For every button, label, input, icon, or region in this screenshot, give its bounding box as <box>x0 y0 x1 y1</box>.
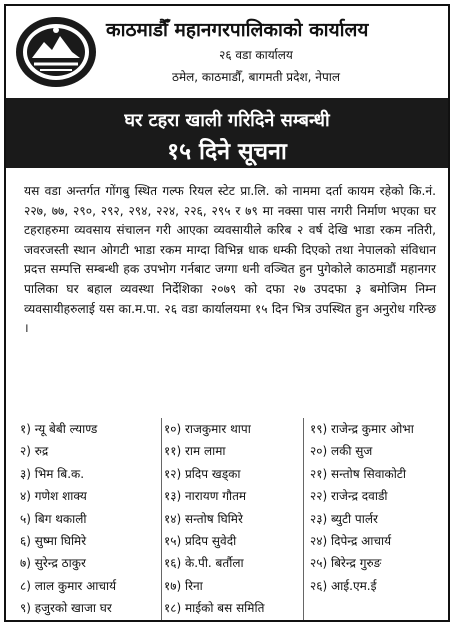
list-item: ११) राम लामा <box>164 440 304 462</box>
office-title: काठमाडौँ महानगरपालिकाको कार्यालय <box>106 19 369 41</box>
notice-banner <box>6 98 448 168</box>
municipality-emblem-icon <box>14 14 98 90</box>
notice-body: यस वडा अन्तर्गत गोंगबु स्थित गल्फ रियल स्टेट प्रा.लि. को नाममा दर्ता कायम रहेको कि.नं. २२७, ७७, २९०, २९२, २९४, २२४, २२६, २९५ र ७९ मा नक्सा पास नगरी निर्माण भएका घर टहराहरुमा व्यवसाय संचालन गरी आएका व्यवसायीले करिब २ वर्ष देखि भाडा रकम नतिरी, जवरजस्ती स्थान ओगटी भाडा रकम माग्दा विभिन्न धाक धम्की दिएको तथा नेपालको संविधान प्रदत्त सम्पत्ति सम्बन्धी हक उपभोग गर्नबाट जग्गा धनी वञ्चित हुन पुगेकोले काठमाडौं महानगर पालिका घर बहाल व्यवस्था निर्देशिका २०७९ को दफा २७ उपदफा ३ बमोजिम निम्न व्यवसायीहरुलाई यस का.म.पा. २६ वडा कार्यालयमा १५ दिन भित्र उपस्थित हुन अनुरोध गरिन्छ । <box>24 184 436 336</box>
notice-header <box>6 6 448 98</box>
list-item: ४) गणेश शाक्य <box>20 485 162 507</box>
list-item: २६) आई.एम.ई <box>310 578 377 593</box>
business-list <box>20 418 440 614</box>
list-item: ९) हजुरको खाजा घर <box>20 597 162 619</box>
business-column-1 <box>20 418 162 620</box>
list-item: २१) सन्तोष सिवाकोटी <box>310 466 406 481</box>
list-item: १६) के.पी. बर्तौला <box>164 552 304 574</box>
list-item: २५) बिरेन्द्र गुरुङ <box>310 556 382 571</box>
list-item: ३) भिम बि.क. <box>20 463 162 485</box>
list-item: २०) लकी सुज <box>310 444 373 459</box>
list-item: ७) सुरेन्द्र ठाकुर <box>20 552 162 574</box>
notice-heading: घर टहरा खाली गरिदिने सम्बन्धी <box>124 110 330 131</box>
list-item: २२) राजेन्द्र दवाडी <box>310 489 388 504</box>
list-item: १९) राजेन्द्र कुमार ओभा <box>310 422 414 436</box>
list-item: १७) रिना <box>164 575 304 597</box>
list-item: ८) लाल कुमार आचार्य <box>20 575 162 597</box>
list-item: १२) प्रदिप खड्का <box>164 463 304 485</box>
notice-title: १५ दिने सूचना <box>167 139 287 165</box>
notice-frame <box>4 4 450 622</box>
list-item: १५) प्रदिप सुवेदी <box>164 530 304 552</box>
list-item: १४) सन्तोष घिमिरे <box>164 508 304 530</box>
list-item: १८) माईको बस समिति <box>164 597 304 619</box>
list-item: २३) ब्युटी पार्लर <box>310 511 378 526</box>
list-item: २) रुद्र <box>20 440 162 462</box>
office-address: ठमेल, काठमाडौँ, बागमती प्रदेश, नेपाल <box>171 70 340 84</box>
ward-office: २६ वडा कार्यालय <box>219 48 293 62</box>
business-column-2 <box>164 418 304 620</box>
list-item: ६) सुष्मा घिमिरे <box>20 530 162 552</box>
list-item: १०) राजकुमार थापा <box>164 418 304 440</box>
list-item: ५) बिग थकाली <box>20 508 162 530</box>
business-column-3 <box>310 418 446 597</box>
list-item: १) न्यू बेबी ल्याण्ड <box>20 418 162 440</box>
list-item: १३) नारायण गौतम <box>164 485 304 507</box>
list-item: २४) दिपेन्द्र आचार्य <box>310 533 392 548</box>
